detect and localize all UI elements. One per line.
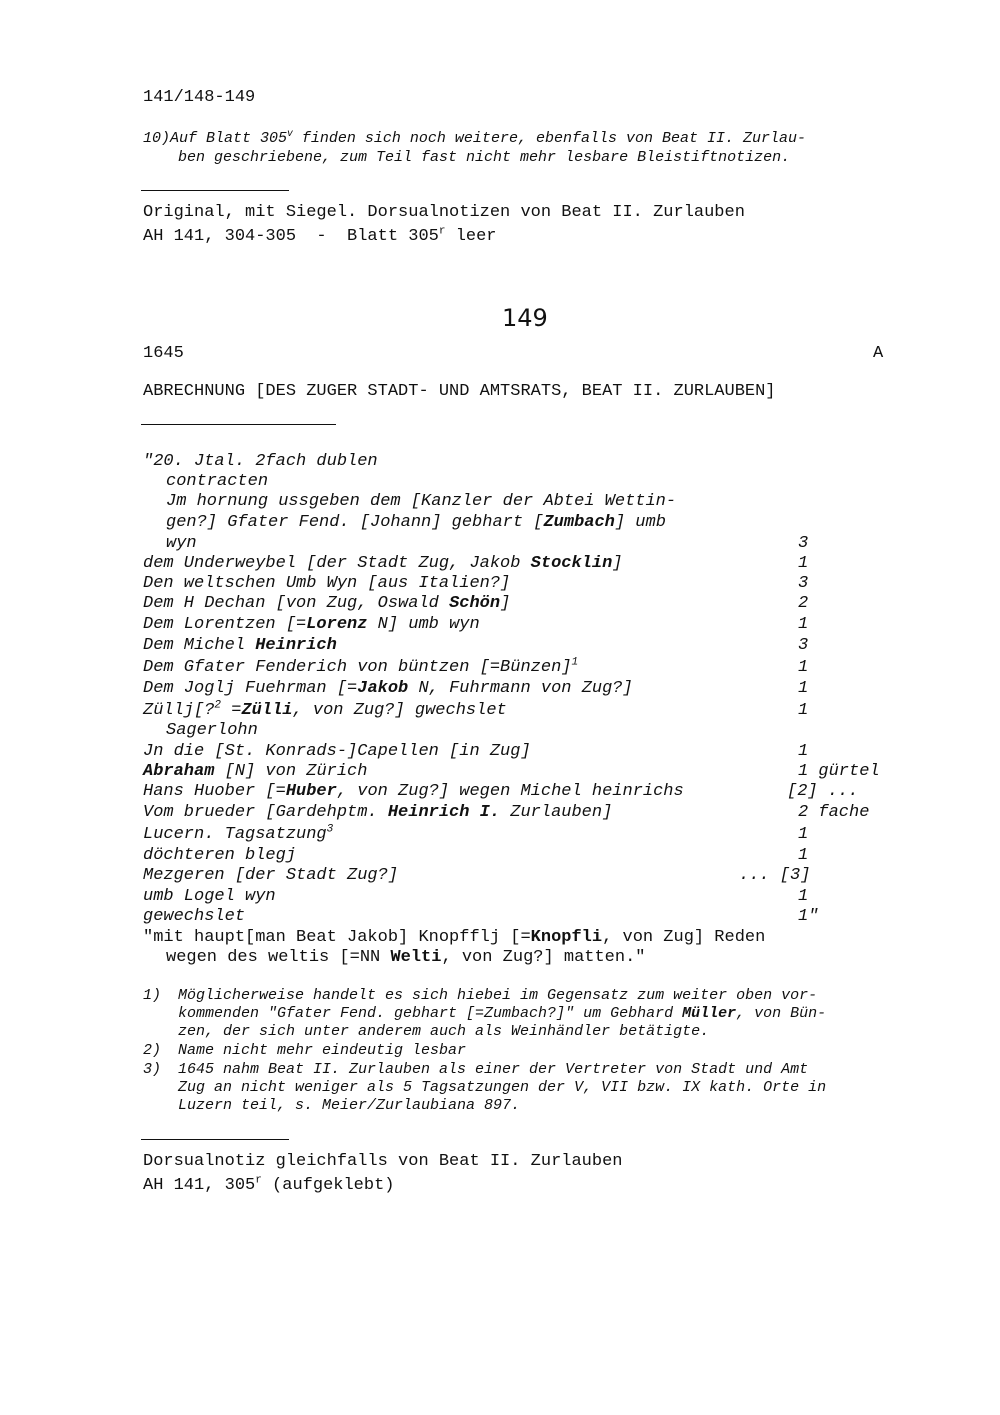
entry-value: 1 <box>798 615 809 634</box>
page-reference: 141/148-149 <box>143 88 256 107</box>
entry-line: Züllj[?$^2$ =Zülli, von Zug?] gwechslet <box>143 699 507 720</box>
footnote-line: 1645 nahm Beat II. Zurlauben als einer der Vertreter von Stadt und Amt <box>178 1061 809 1078</box>
entry-line: "20. Jtal. 2fach dublen <box>143 452 378 471</box>
entry-value: 3 <box>798 534 809 553</box>
source-line2: AH 141, 305$^r$ (aufgeklebt) <box>143 1174 395 1195</box>
entry-line: Dem Michel Heinrich <box>143 636 337 655</box>
prev-footnote-10: 10)Auf Blatt 305$^v$ finden sich noch weitere, ebenfalls von Beat II. Zurlau- <box>143 128 806 147</box>
prev-footnote-10-cont: ben geschriebene, zum Teil fast nicht mehr lesbare Bleistiftnotizen. <box>178 149 791 166</box>
entry-line: Jm hornung ussgeben dem [Kanzler der Abtei Wettin- <box>166 492 677 511</box>
source-line1: Dorsualnotiz gleichfalls von Beat II. Zurlauben <box>143 1152 623 1171</box>
entry-line: Dem Gfater Fenderich von büntzen [=Bünzen]$^1$ <box>143 656 579 677</box>
entry-line: Vom brueder [Gardehptm. Heinrich I. Zurlauben] <box>143 803 613 822</box>
divider <box>141 1139 289 1140</box>
entry-value: 3 <box>798 574 809 593</box>
entry-line: Hans Huober [=Huber, von Zug?] wegen Michel heinrichs <box>143 782 684 801</box>
entry-line: Lucern. Tagsatzung$^3$ <box>143 823 334 844</box>
entry-value: 1 <box>798 554 809 573</box>
divider <box>141 424 336 425</box>
entry-line: Jn die [St. Konrads-]Capellen [in Zug] <box>143 742 531 761</box>
entry-line: wegen des weltis [=NN Welti, von Zug?] matten." <box>166 948 646 967</box>
entry-line: contracten <box>166 472 269 491</box>
footnote-line: zen, der sich unter anderem auch als Weinhändler betätigte. <box>178 1023 710 1040</box>
entry-value: [2] ... <box>787 782 859 801</box>
footnote-line: Möglicherweise handelt es sich hiebei im Gegensatz zum weiter oben vor- <box>178 987 818 1004</box>
entry-line: umb Logel wyn <box>143 887 276 906</box>
entry-line: gewechslet <box>143 907 246 926</box>
entry-value: ... [3] <box>739 866 811 885</box>
entry-line: Mezgeren [der Stadt Zug?] <box>143 866 399 885</box>
document-title: ABRECHNUNG [DES ZUGER STADT- UND AMTSRATS, BEAT II. ZURLAUBEN] <box>143 382 776 401</box>
document-year: 1645 <box>143 344 184 363</box>
entry-line: "mit haupt[man Beat Jakob] Knopfflj [=Knopfli, von Zug] Reden <box>143 928 766 947</box>
footnote-line: Zug an nicht weniger als 5 Tagsatzungen der V, VII bzw. IX kath. Orte in <box>178 1079 827 1096</box>
entry-value: 1 <box>798 701 809 720</box>
entry-value: 1 <box>798 742 809 761</box>
entry-value: 3 <box>798 636 809 655</box>
entry-value: 1 <box>798 846 809 865</box>
footnote-line: Name nicht mehr eindeutig lesbar <box>178 1042 467 1059</box>
entry-value: 1 <box>798 887 809 906</box>
entry-value: 1 <box>798 658 809 677</box>
footnote-line: Luzern teil, s. Meier/Zurlaubiana 897. <box>178 1097 521 1114</box>
footnote-marker: 1) <box>143 987 162 1004</box>
footnote-marker: 3) <box>143 1061 162 1078</box>
entry-value: 1 gürtel <box>798 762 880 781</box>
entry-line: gen?] Gfater Fend. [Johann] gebhart [Zumbach] umb <box>166 513 666 532</box>
entry-line: Abraham [N] von Zürich <box>143 762 368 781</box>
entry-value: 1" <box>798 907 819 926</box>
entry-line: Dem Joglj Fuehrman [=Jakob N, Fuhrmann von Zug?] <box>143 679 633 698</box>
entry-value: 2 fache <box>798 803 870 822</box>
prev-source-line1: Original, mit Siegel. Dorsualnotizen von Beat II. Zurlauben <box>143 203 745 222</box>
entry-line: Dem Lorentzen [=Lorenz N] umb wyn <box>143 615 480 634</box>
entry-value: 1 <box>798 679 809 698</box>
entry-line: Den weltschen Umb Wyn [aus Italien?] <box>143 574 511 593</box>
prev-source-line2: AH 141, 304-305 - Blatt 305$^r$ leer <box>143 225 497 246</box>
entry-value: 1 <box>798 825 809 844</box>
divider <box>141 190 289 191</box>
footnote-marker: 2) <box>143 1042 162 1059</box>
entry-line: dem Underweybel [der Stadt Zug, Jakob Stocklin] <box>143 554 623 573</box>
footnote-line: kommenden "Gfater Fend. gebhart [=Zumbach?]" um Gebhard Müller, von Bün- <box>178 1005 827 1022</box>
document-letter: A <box>873 344 884 363</box>
entry-line: döchteren blegj <box>143 846 297 865</box>
document-number: 149 <box>502 304 548 332</box>
entry-value: 2 <box>798 594 809 613</box>
entry-line: wyn <box>166 534 197 553</box>
entry-line: Dem H Dechan [von Zug, Oswald Schön] <box>143 594 511 613</box>
entry-line: Sagerlohn <box>166 721 258 740</box>
